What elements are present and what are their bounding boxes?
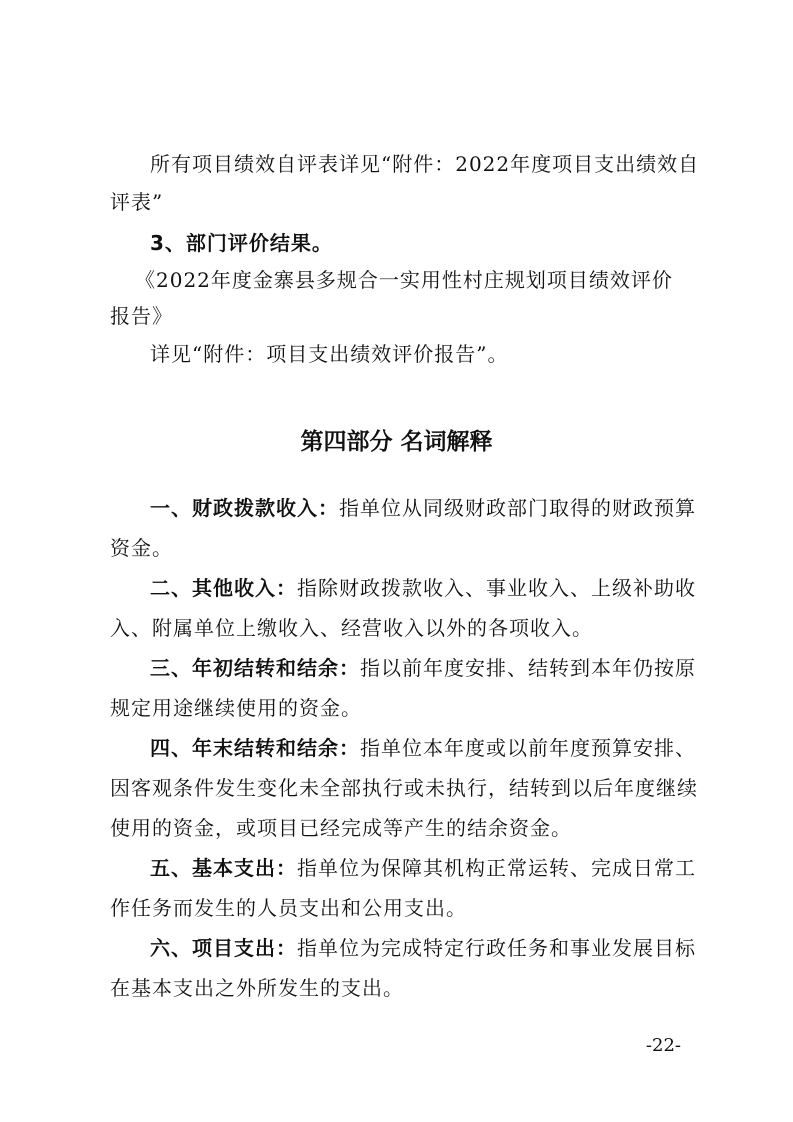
term-definition-line	[150, 494, 730, 522]
term-definition-line	[150, 654, 730, 682]
paragraph-line: 《2022年度金寨县多规合一实用性村庄规划项目绩效评价	[135, 268, 673, 292]
term-definition-line	[150, 934, 730, 962]
term-definition: 指单位为完成特定行政任务和事业发展目标	[297, 936, 696, 960]
term-definition-line: 资金。	[110, 536, 173, 560]
term-label: 四、年末结转和结余：	[150, 736, 360, 760]
paragraph-line: 详见“附件：项目支出绩效评价报告”。	[150, 342, 509, 366]
term-definition-line: 入、附属单位上缴收入、经营收入以外的各项收入。	[110, 616, 593, 640]
term-definition-line: 规定用途继续使用的资金。	[110, 696, 362, 720]
part-title: 第四部分 名词解释	[300, 429, 493, 455]
paragraph-line: 评表”	[110, 190, 164, 214]
term-label: 一、财政拨款收入：	[150, 496, 339, 520]
term-definition-line: 作任务而发生的人员支出和公用支出。	[110, 896, 467, 920]
paragraph-line: 报告》	[110, 304, 173, 328]
paragraph-line: 所有项目绩效自评表详见“附件：2022年度项目支出绩效自	[150, 152, 700, 176]
page-number: -22-	[645, 1035, 681, 1056]
term-label: 三、年初结转和结余：	[150, 656, 360, 680]
subsection-heading: 3、部门评价结果。	[150, 231, 333, 255]
term-definition-line: 使用的资金，或项目已经完成等产生的结余资金。	[110, 816, 572, 840]
term-definition: 指以前年度安排、结转到本年仍按原	[360, 656, 696, 680]
term-label: 二、其他收入：	[150, 576, 297, 600]
term-definition-line	[150, 734, 730, 762]
term-definition-line	[150, 854, 730, 882]
term-definition: 指除财政拨款收入、事业收入、上级补助收	[297, 576, 696, 600]
term-label: 六、项目支出：	[150, 936, 297, 960]
term-definition-line: 在基本支出之外所发生的支出。	[110, 976, 404, 1000]
term-definition: 指单位为保障其机构正常运转、完成日常工	[297, 856, 696, 880]
term-definition-line: 因客观条件发生变化未全部执行或未执行，结转到以后年度继续	[110, 776, 698, 800]
term-label: 五、基本支出：	[150, 856, 297, 880]
term-definition: 指单位从同级财政部门取得的财政预算	[339, 496, 696, 520]
term-definition: 指单位本年度或以前年度预算安排、	[360, 736, 696, 760]
term-definition-line	[150, 574, 730, 602]
